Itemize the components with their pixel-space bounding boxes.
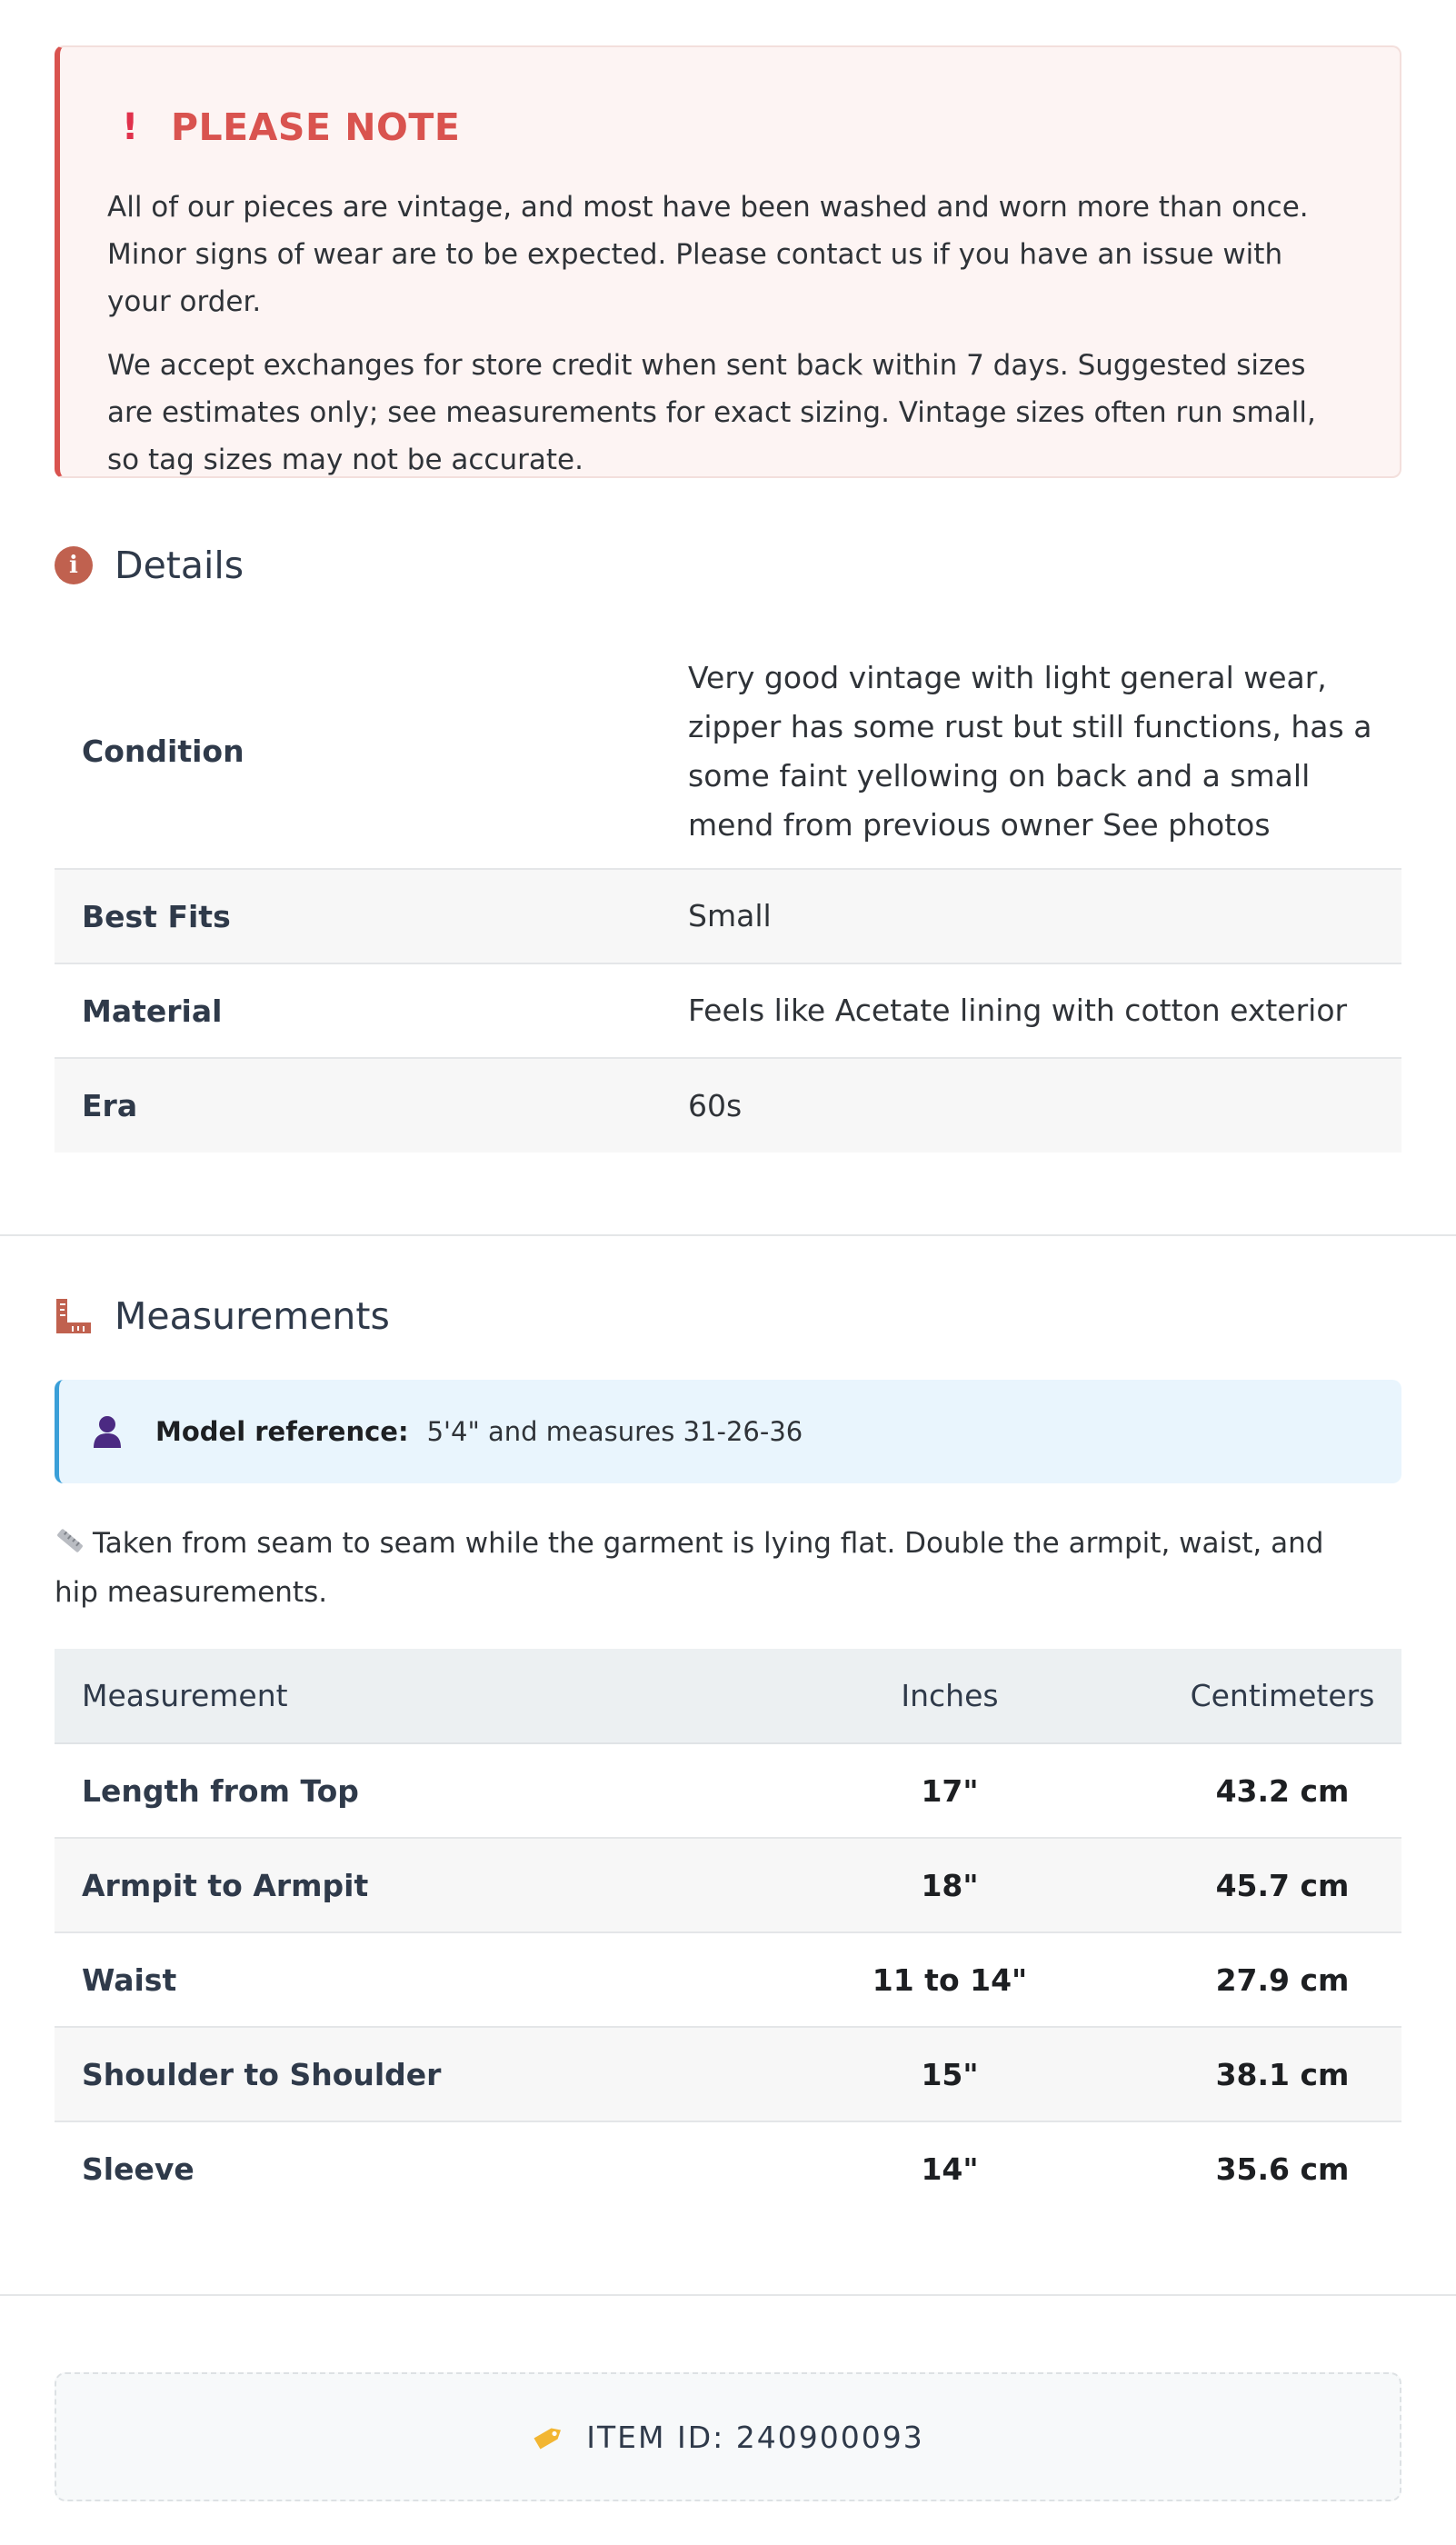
exclamation-icon: ! (122, 106, 139, 148)
measurement-inches: 11 to 14" (736, 1932, 1163, 2027)
info-icon: i (55, 546, 115, 584)
details-label: Material (82, 993, 223, 1029)
measurement-cm: 38.1 cm (1163, 2027, 1401, 2121)
ruler-icon (55, 1297, 115, 1335)
notice-paragraph-2: We accept exchanges for store credit when sent back within 7 days. Suggested sizes are estimates only; see measurements for exact sizing. Vintage sizes often run small, so tag sizes may not be accurate. (107, 349, 1316, 476)
notice-title: PLEASE NOTE (171, 105, 461, 149)
measurements-heading (55, 1289, 390, 1343)
measurement-inches: 14" (921, 2151, 979, 2187)
column-header-inches: Inches (736, 1649, 1163, 1743)
model-reference-value: 5'4" and measures 31-26-36 (426, 1416, 803, 1447)
details-row-material (55, 963, 1401, 1058)
details-row-best-fits (55, 869, 1401, 963)
please-note-box (55, 45, 1401, 478)
measurement-cm: 27.9 cm (1163, 1932, 1401, 2027)
column-header-measurement: Measurement (55, 1649, 736, 1743)
details-row-condition (55, 634, 1401, 869)
measurement-cm: 43.2 cm (1163, 1743, 1401, 1838)
details-title: Details (115, 544, 244, 587)
details-table (55, 634, 1401, 1153)
section-divider (0, 2294, 1456, 2296)
measurement-inches: 18" (736, 1838, 1163, 1932)
column-header-centimeters: Centimeters (1163, 1649, 1401, 1743)
details-value: Small (688, 898, 772, 933)
notice-paragraph-1: All of our pieces are vintage, and most have been washed and worn more than once. Minor signs of wear are to be expected. Please contact us if you have an issue with your order. (107, 191, 1309, 318)
details-heading (55, 538, 244, 593)
details-value: 60s (688, 1087, 743, 1123)
measurement-note (55, 1520, 1354, 1616)
ruler-small-icon (55, 1522, 85, 1569)
item-id-label: ITEM ID: 240900093 (586, 2419, 924, 2455)
measurement-name: Shoulder to Shoulder (55, 2027, 736, 2121)
table-row (55, 1932, 1401, 2027)
measurements-title: Measurements (115, 1294, 390, 1338)
model-reference-box (55, 1380, 1401, 1483)
table-row (55, 1743, 1401, 1838)
measurement-inches: 17" (736, 1743, 1163, 1838)
details-label: Era (82, 1088, 138, 1123)
details-value: Very good vintage with light general wear, zipper has some rust but still functions, has a some faint yellowing on back and a small mend from previous owner See photos (688, 659, 1372, 843)
measurements-table (55, 1649, 1401, 2216)
notice-header (107, 100, 1351, 155)
table-row (55, 1838, 1401, 1932)
details-label: Condition (82, 734, 244, 769)
measurement-cm: 45.7 cm (1163, 1838, 1401, 1932)
model-reference-label: Model reference: (155, 1416, 409, 1447)
measurement-inches: 15" (736, 2027, 1163, 2121)
measurement-name: Armpit to Armpit (55, 1838, 736, 1932)
item-id-box (55, 2372, 1401, 2501)
details-value: Feels like Acetate lining with cotton exterior (688, 993, 1348, 1028)
measurement-name: Waist (55, 1932, 736, 2027)
section-divider (0, 1234, 1456, 1236)
details-row-era (55, 1058, 1401, 1153)
measurement-name: Length from Top (55, 1743, 736, 1838)
tag-icon (532, 2421, 566, 2452)
person-icon (92, 1415, 155, 1448)
measurement-cm: 35.6 cm (1215, 2151, 1350, 2187)
table-header-row (55, 1649, 1401, 1743)
table-row (55, 2121, 1401, 2216)
table-row (55, 2027, 1401, 2121)
measurement-name: Sleeve (82, 2151, 194, 2187)
details-label: Best Fits (82, 898, 231, 934)
measurement-note-text: Taken from seam to seam while the garment is lying flat. Double the armpit, waist, and hip measurements. (55, 1527, 1324, 1609)
